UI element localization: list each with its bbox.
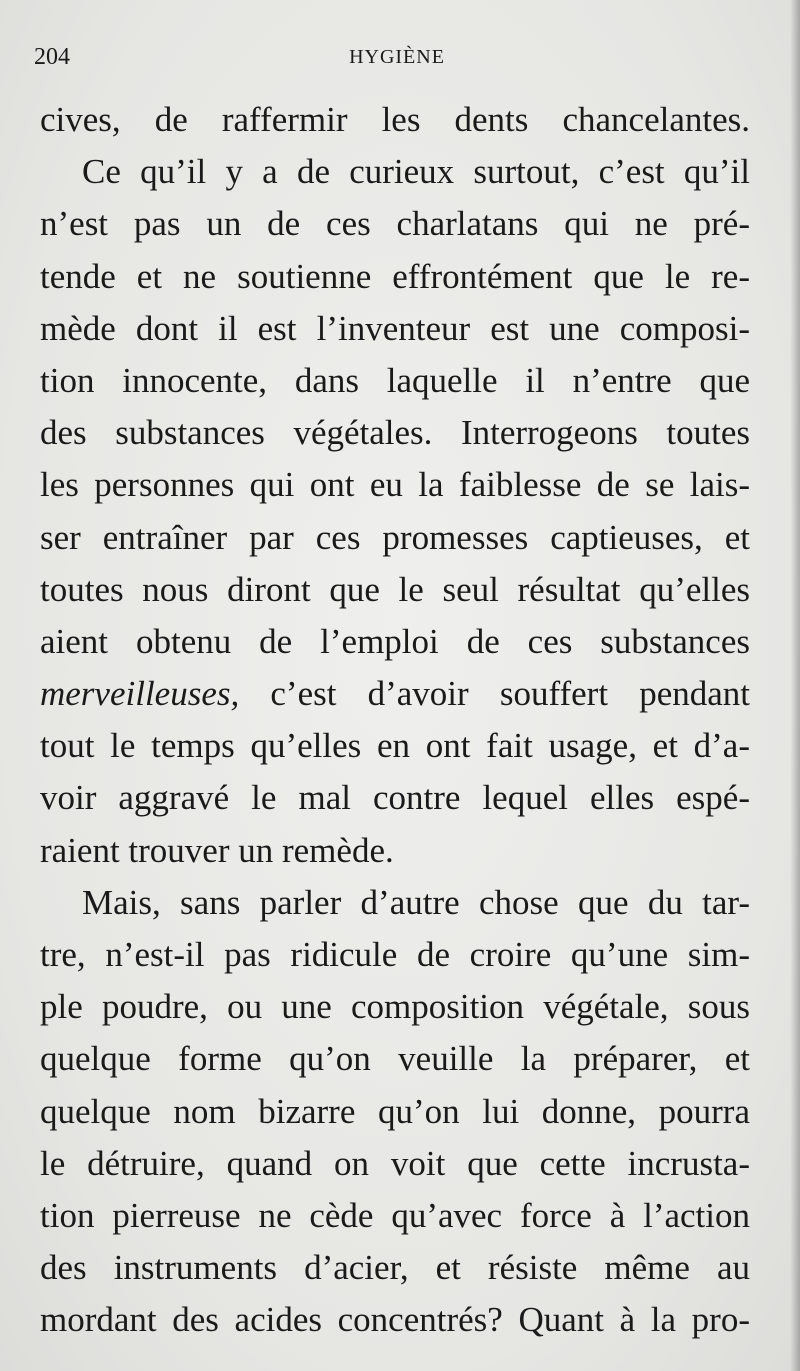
text-line: Ce qu’il y a de curieux surtout, c’est qu’il xyxy=(82,152,750,192)
text-line: toutes nous diront que le seul résultat qu’elles xyxy=(40,569,750,609)
text-line: Mais, sans parler d’autre chose que du tar- xyxy=(82,882,750,922)
text-line: quelque nom bizarre qu’on lui donne, pourra xyxy=(40,1091,750,1131)
text-line: voir aggravé le mal contre lequel elles espé- xyxy=(40,778,750,818)
text-line: tion pierreuse ne cède qu’avec force à l’action xyxy=(40,1195,750,1235)
text-line: raient trouver un remède. xyxy=(40,830,394,870)
page-edge-shadow xyxy=(790,0,800,1371)
text-line: mordant des acides concentrés? Quant à la pro- xyxy=(40,1300,750,1340)
text-line xyxy=(40,668,750,720)
text-line: quelque forme qu’on veuille la préparer, et xyxy=(40,1039,750,1079)
italic-word: merveilleuses, xyxy=(40,674,240,714)
page-number: 204 xyxy=(34,44,70,70)
text-line: n’est pas un de ces charlatans qui ne pré- xyxy=(40,204,750,244)
text-fragment: c’est d’avoir souffert pendant xyxy=(270,674,750,714)
text-line: aient obtenu de l’emploi de ces substances xyxy=(40,621,750,661)
body-text xyxy=(40,94,750,1347)
text-line: cives, de raffermir les dents chancelantes. xyxy=(40,100,750,139)
text-line: ser entraîner par ces promesses captieuses, et xyxy=(40,517,750,557)
text-line: des instruments d’acier, et résiste même au xyxy=(40,1248,750,1288)
text-line: tout le temps qu’elles en ont fait usage, et d’a- xyxy=(40,726,750,766)
page-header xyxy=(34,40,760,80)
text-line: tre, n’est-il pas ridicule de croire qu’une sim- xyxy=(40,935,750,974)
text-line: ple poudre, ou une composition végétale, sous xyxy=(40,987,750,1027)
text-line: le détruire, quand on voit que cette incrusta- xyxy=(40,1143,750,1183)
text-line: tende et ne soutienne effrontément que le re- xyxy=(40,256,750,296)
text-line: tion innocente, dans laquelle il n’entre que xyxy=(40,360,750,400)
text-line: des substances végétales. Interrogeons toutes xyxy=(40,413,750,453)
running-head: HYGIÈNE xyxy=(349,46,445,68)
text-line: mède dont il est l’inventeur est une composi- xyxy=(40,308,750,348)
text-line: les personnes qui ont eu la faiblesse de se lais- xyxy=(40,465,750,505)
